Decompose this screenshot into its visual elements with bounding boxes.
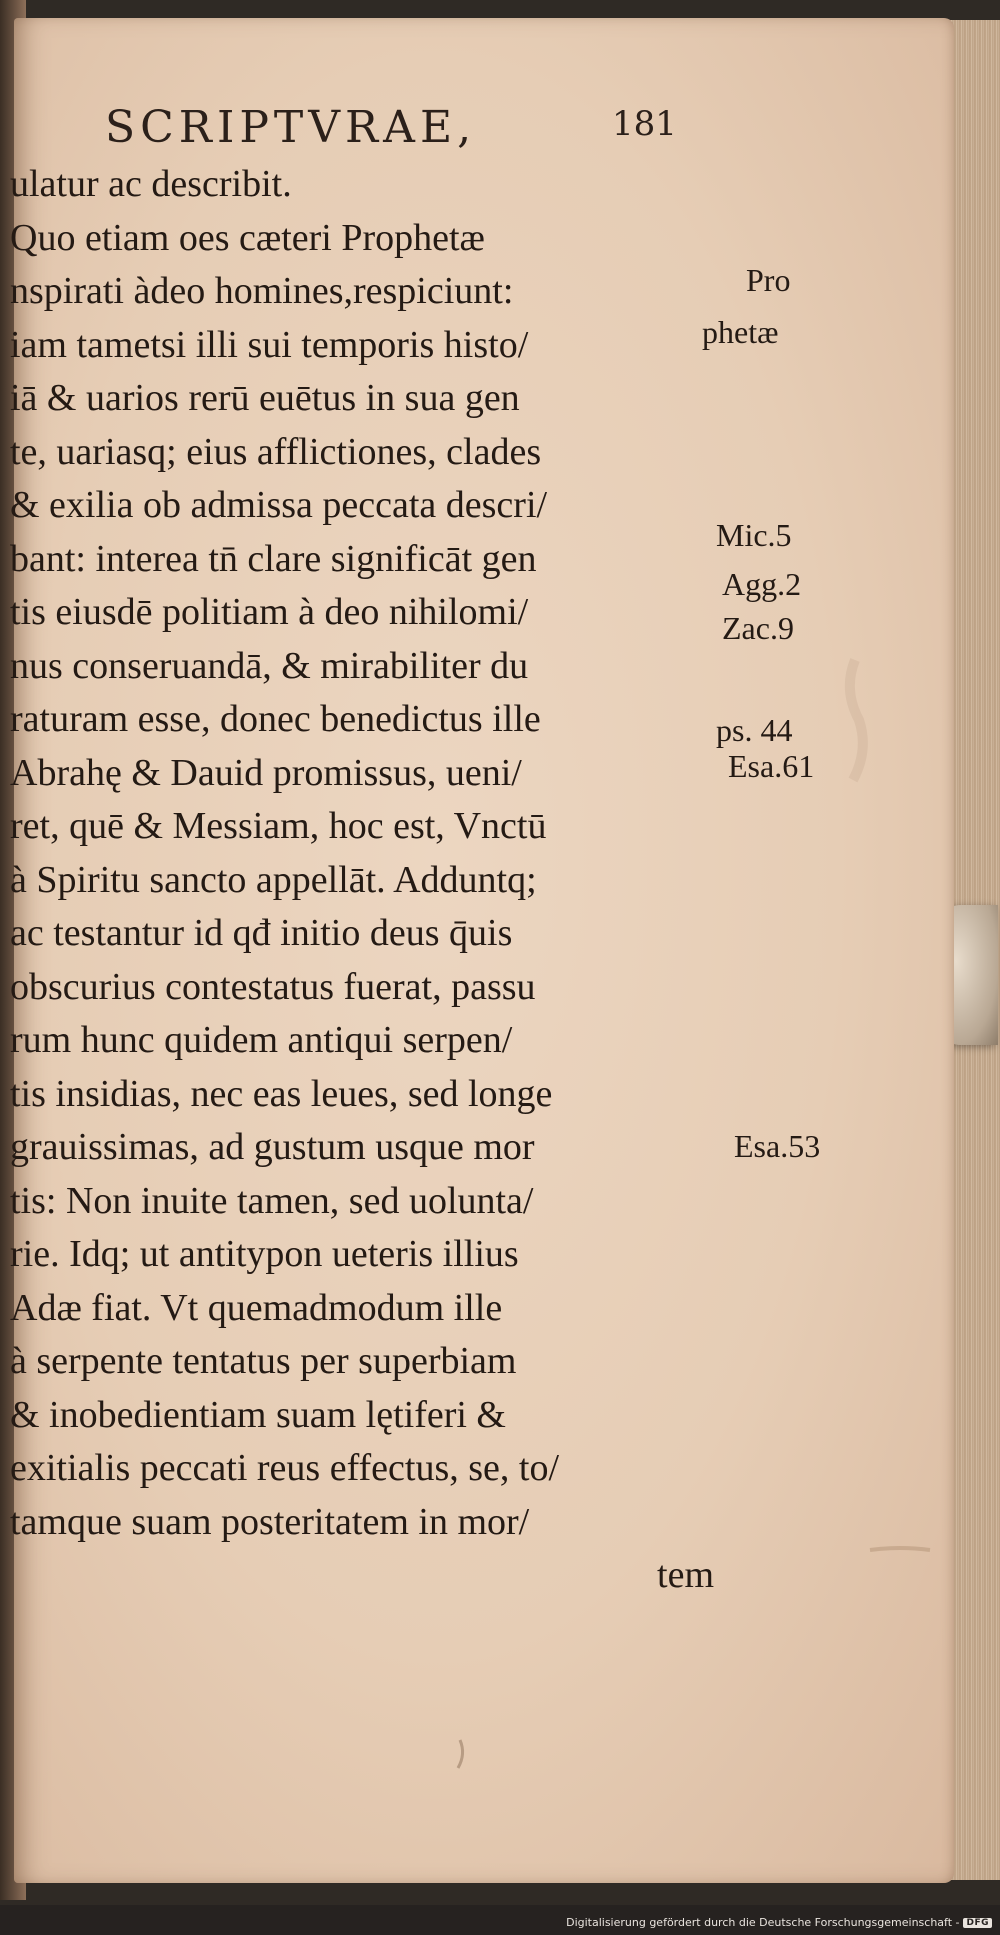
credit-text: Digitalisierung gefördert durch die Deutsche Forschungsgemeinschaft - (566, 1916, 960, 1929)
text-line: & inobedientiam suam lętiferi & (10, 1393, 506, 1436)
margin-note: ps. 44 (716, 712, 793, 748)
margin-note: Mic.5 (716, 517, 792, 553)
text-line: à Spiritu sancto appellāt. Adduntq; (10, 858, 537, 901)
text-line: ulatur ac describit. (10, 163, 292, 205)
catchword: tem (657, 1554, 714, 1596)
text-line: tamque suam posteritatem in mor/ (10, 1500, 530, 1543)
margin-note: Esa.61 (728, 748, 815, 784)
text-line: à serpente tentatus per superbiam (10, 1340, 517, 1382)
digitization-credit (566, 1916, 992, 1929)
text-line: obscurius contestatus fuerat, passu (10, 965, 536, 1008)
text-line: Abrahę & Dauid promissus, ueni/ (10, 751, 522, 794)
text-line: iam tametsi illi sui temporis histo/ (10, 323, 529, 366)
text-line: nus conseruandā, & mirabiliter du (10, 644, 529, 687)
text-line: Adæ fiat. Vt quemadmodum ille (10, 1286, 503, 1329)
margin-note: Pro (746, 262, 791, 298)
text-line: rie. Idq; ut antitypon ueteris illius (10, 1233, 519, 1275)
text-line: & exilia ob admissa peccata descri/ (10, 484, 548, 526)
margin-note: Zac.9 (722, 610, 794, 646)
text-line: tis eiusdē politiam à deo nihilomi/ (10, 591, 529, 633)
text-line: ret, quē & Messiam, hoc est, Vnctū (10, 805, 547, 847)
text-line: bant: interea tn̄ clare significāt gen (10, 537, 537, 580)
text-line: te, uariasq; eius afflictiones, clades (10, 430, 542, 473)
text-line: tis: Non inuite tamen, sed uolunta/ (10, 1179, 534, 1222)
text-line: nspirati àdeo homines,respiciunt: (10, 270, 514, 312)
text-line: Quo etiam oes cæteri Prophetæ (10, 216, 485, 259)
dfg-logo-icon: DFG (963, 1918, 992, 1928)
margin-note: Agg.2 (722, 566, 802, 602)
text-line: grauissimas, ad gustum usque mor (10, 1126, 535, 1168)
text-line: raturam esse, donec benedictus ille (10, 698, 541, 740)
footer-bar (0, 1905, 1000, 1935)
text-line: iā & uarios rerū euētus in sua gen (10, 377, 520, 419)
margin-note: Esa.53 (734, 1128, 821, 1164)
margin-note: phetæ (702, 314, 779, 350)
text-line: exitialis peccati reus effectus, se, to/ (10, 1447, 560, 1489)
body-text (10, 158, 720, 1603)
text-line: rum hunc quidem antiqui serpen/ (10, 1019, 513, 1061)
text-line: tis insidias, nec eas leues, sed longe (10, 1072, 553, 1115)
page-number: 181 (612, 104, 677, 144)
running-head: SCRIPTVRAE, (105, 102, 477, 153)
text-line: ac testantur id qđ initio deus q̄uis (10, 912, 513, 954)
